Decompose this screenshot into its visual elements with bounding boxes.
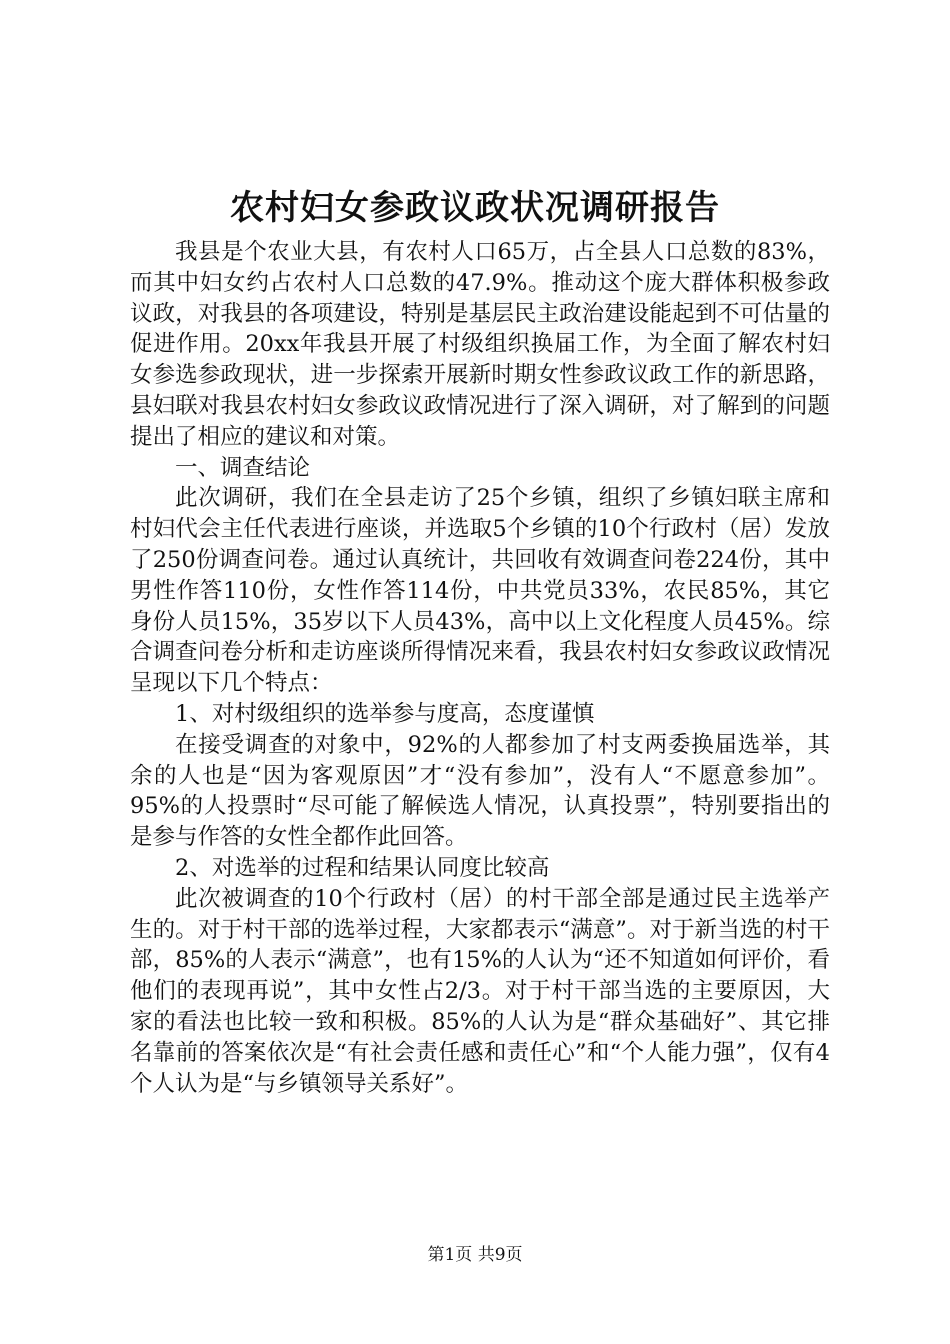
subheading-participation: 1、对村级组织的选举参与度高，态度谨慎	[175, 700, 595, 727]
participation-paragraph: 在接受调查的对象中，92%的人都参加了村支两委换届选举，其余的人也是“因为客观原因”才“没有参加”，没有人“不愿意参加”。95%的人投票时“尽可能了解候选人情况，认真投票”，特别要指出的是参与作答的女性全都作此回答。	[130, 731, 830, 851]
survey-paragraph: 此次调研，我们在全县走访了25个乡镇，组织了乡镇妇联主席和村妇代会主任代表进行座谈，并选取5个乡镇的10个行政村（居）发放了250份调查问卷。通过认真统计，共回收有效调查问卷224份，其中男性作答110份，女性作答114份，中共党员33%，农民85%，其它身份人员15%，35岁以下人员43%，高中以上文化程度人员45%。综合调查问卷分析和走访座谈所得情况来看，我县农村妇女参政议政情况呈现以下几个特点：	[130, 485, 830, 697]
page-number: 第1页 共9页	[427, 1245, 523, 1265]
document-body	[130, 237, 830, 1099]
subheading-recognition: 2、对选举的过程和结果认同度比较高	[175, 854, 550, 881]
recognition-paragraph: 此次被调查的10个行政村（居）的村干部全部是通过民主选举产生的。对于村干部的选举过程，大家都表示“满意”。对于新当选的村干部，85%的人表示“满意”，也有15%的人认为“还不知道如何评价，看他们的表现再说”，其中女性占2/3。对于村干部当选的主要原因，大家的看法也比较一致和积极。85%的人认为是“群众基础好”、其它排名靠前的答案依次是“有社会责任感和责任心”和“个人能力强”，仅有4个人认为是“与乡镇领导关系好”。	[130, 885, 830, 1097]
section-heading-survey-conclusion: 一、调查结论	[175, 454, 311, 481]
intro-paragraph: 我县是个农业大县，有农村人口65万，占全县人口总数的83%，而其中妇女约占农村人口总数的47.9%。推动这个庞大群体积极参政议政，对我县的各项建设，特别是基层民主政治建设能起到不可估量的促进作用。20xx年我县开展了村级组织换届工作，为全面了解农村妇女参选参政现状，进一步探索开展新时期女性参政议政工作的新思路，县妇联对我县农村妇女参政议政情况进行了深入调研，对了解到的问题提出了相应的建议和对策。	[130, 239, 830, 450]
document-title: 农村妇女参政议政状况调研报告	[230, 188, 720, 228]
